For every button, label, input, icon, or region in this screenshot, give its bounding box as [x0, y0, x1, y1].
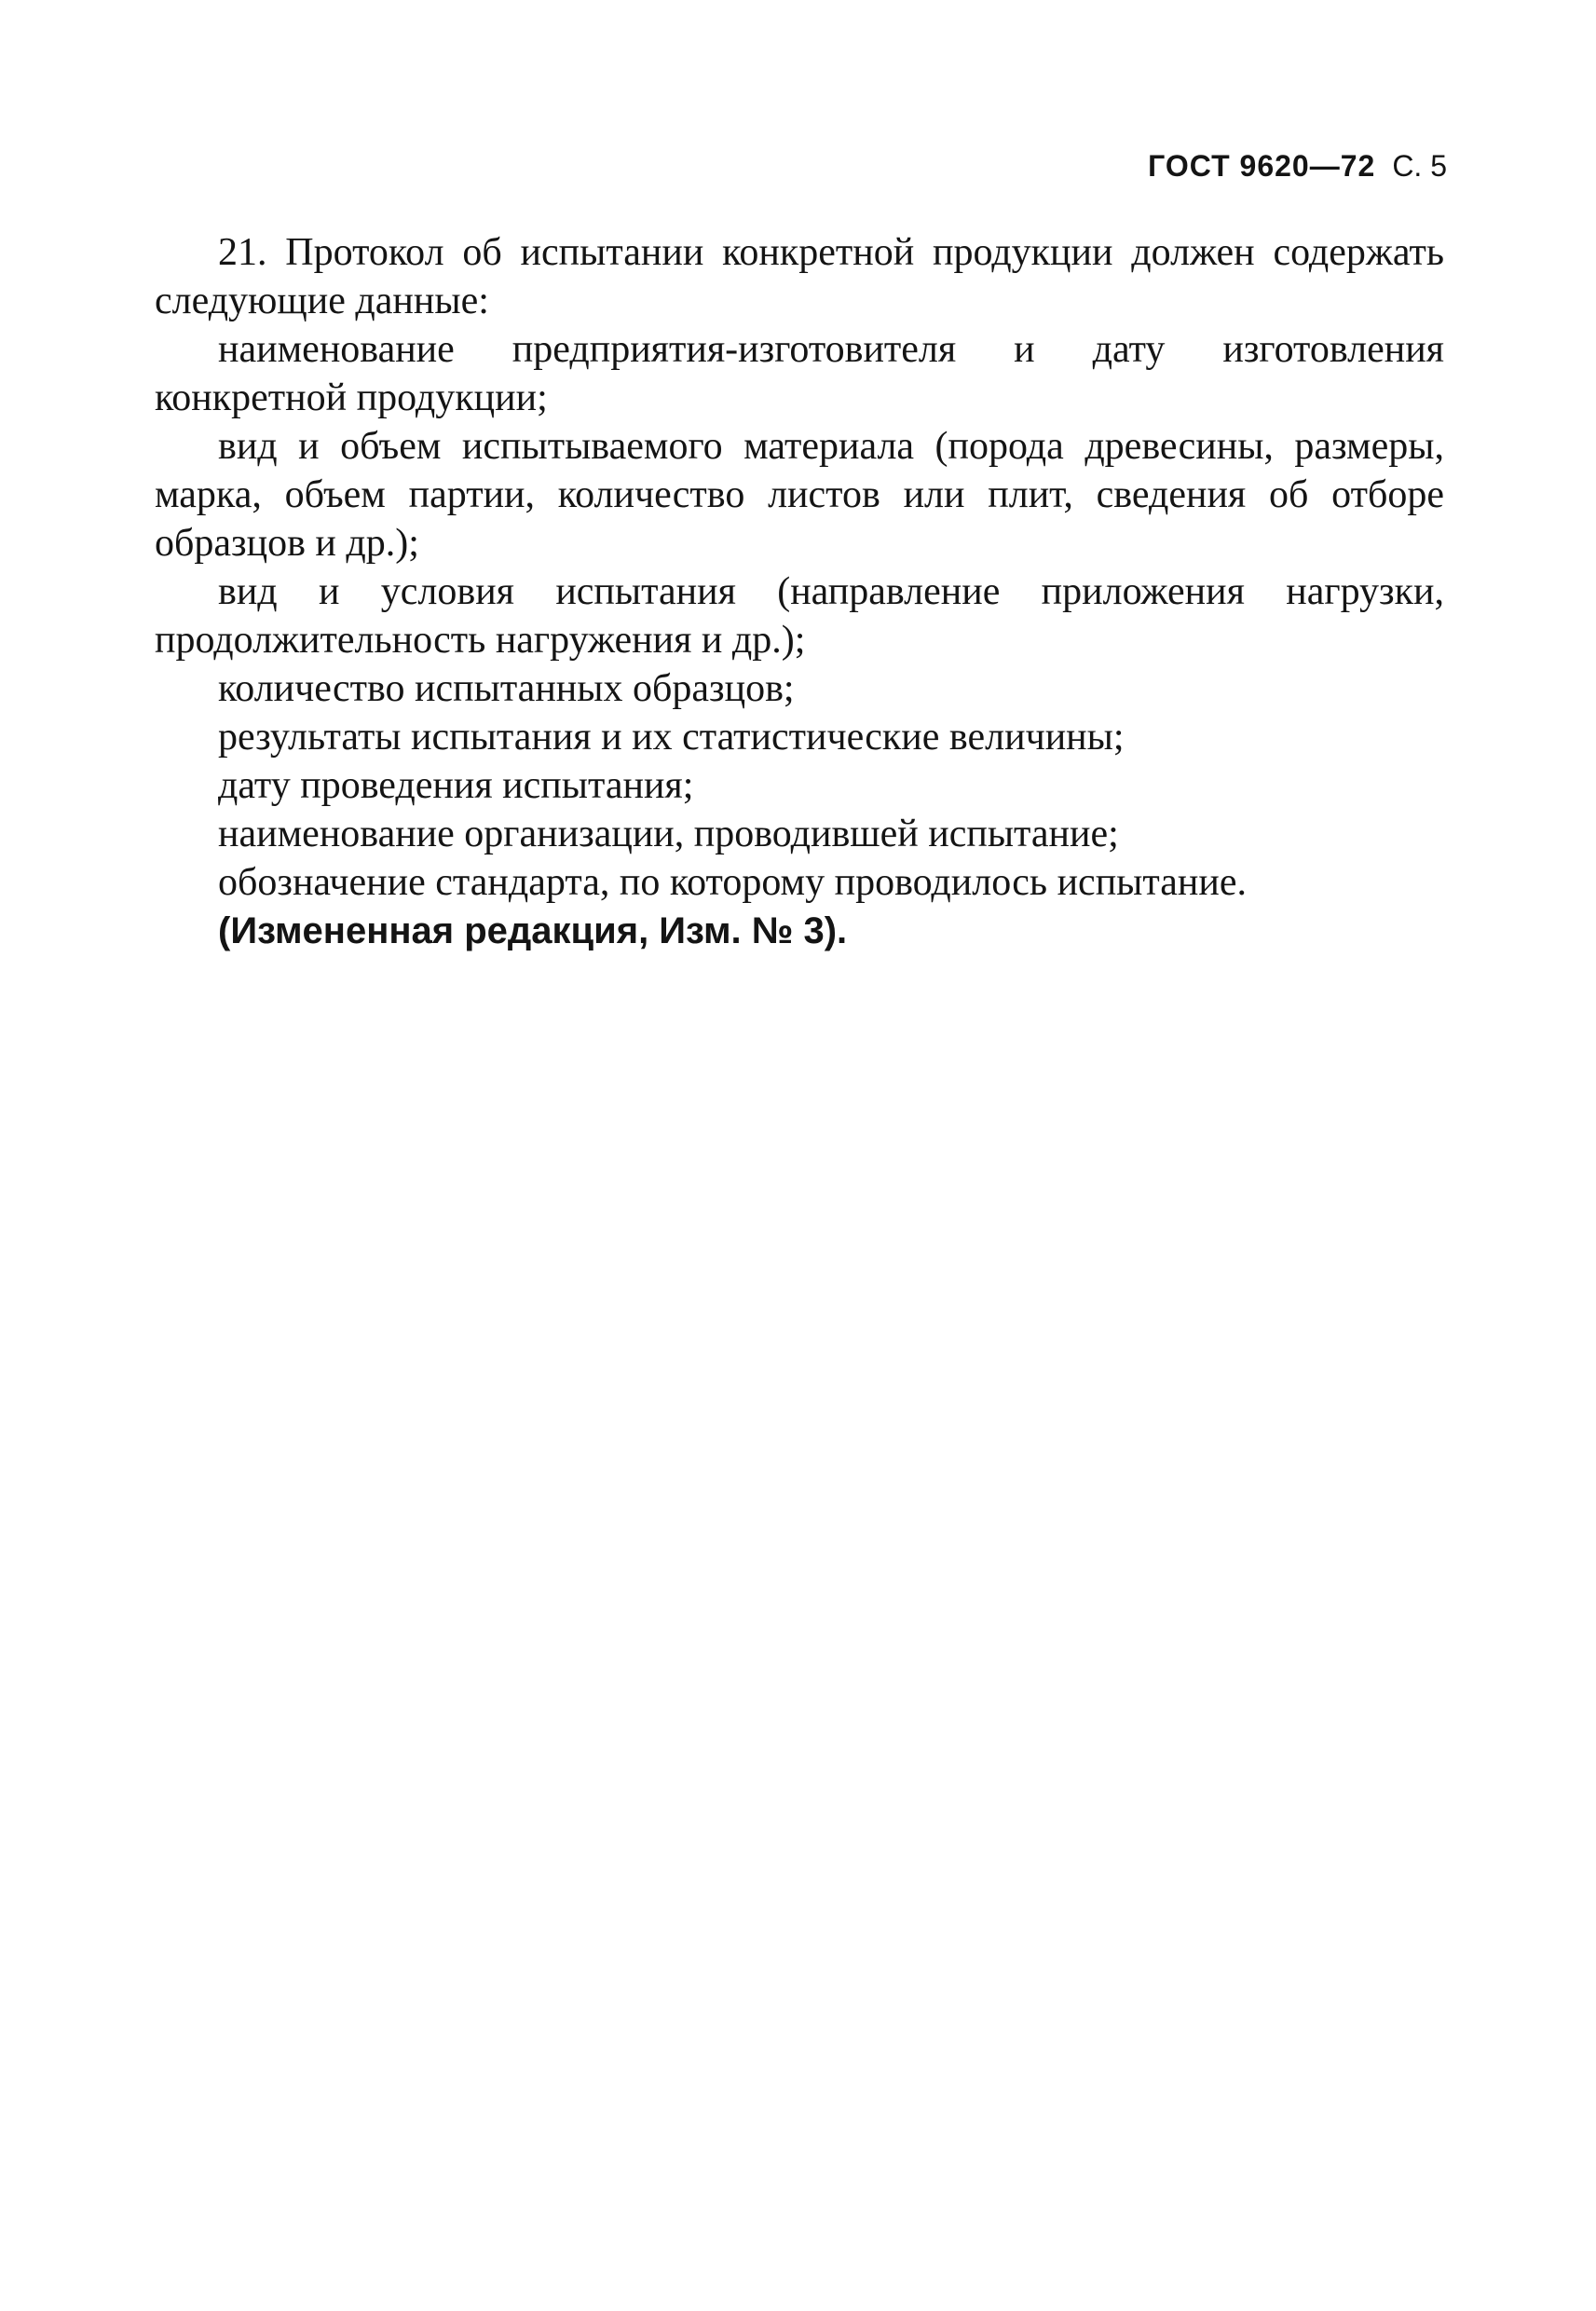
list-item-organization: наименование организации, проводившей испытание; — [218, 813, 1119, 855]
list-item-results: результаты испытания и их статистические величины; — [218, 716, 1125, 759]
amendment-note: (Измененная редакция, Изм. № 3). — [218, 910, 848, 951]
list-item-sample-count: количество испытанных образцов; — [218, 667, 795, 710]
page-header — [1148, 149, 1447, 184]
list-item-manufacturer: наименование предприятия-изготовителя и дату изготовления конкретной продукции; — [155, 328, 1444, 419]
standard-number: ГОСТ 9620—72 — [1148, 149, 1376, 183]
list-item-standard: обозначение стандарта, по которому проводилось испытание. — [218, 861, 1247, 904]
list-item-test-date: дату проведения испытания; — [218, 764, 694, 807]
page-number: С. 5 — [1392, 149, 1447, 183]
list-item-test-conditions: вид и условия испытания (направление приложения нагрузки, продолжительность нагружения и др.); — [155, 570, 1444, 662]
list-item-material: вид и объем испытываемого материала (порода древесины, размеры, марка, объем партии, количество листов или плит, сведения об отборе образцов и др.); — [155, 425, 1444, 565]
document-body — [155, 228, 1444, 955]
clause-21-intro: 21. Протокол об испытании конкретной продукции должен содержать следующие данные: — [155, 231, 1444, 322]
